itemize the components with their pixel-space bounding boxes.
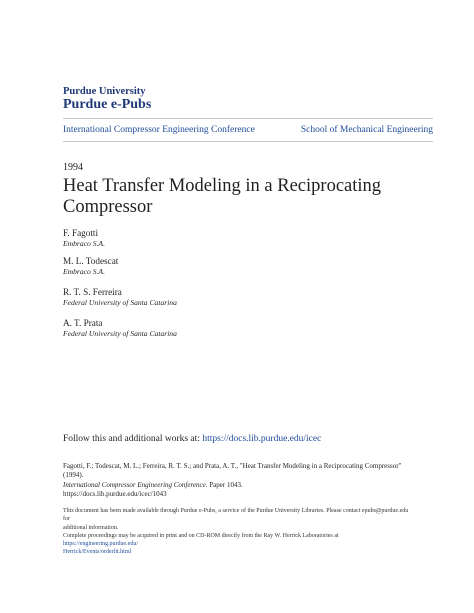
author-affiliation: Embraco S.A. [63, 267, 105, 276]
citation-block [63, 462, 423, 500]
citation-line-1: Fagotti, F.; Todescat, M. L.; Ferreira, R. T. S.; and Prata, A. T., "Heat Transfer Modeling in a Reciprocating Compressor" (1994). [63, 462, 402, 480]
footnote-block [63, 507, 413, 557]
follow-line [63, 434, 321, 444]
paper-title-line-2: Compressor [63, 197, 153, 217]
author-affiliation: Embraco S.A. [63, 239, 105, 248]
citation-paper-number: Paper 1043. [207, 480, 243, 489]
header-divider-bottom [63, 141, 433, 142]
author-name: F. Fagotti [63, 228, 98, 238]
citation-url[interactable]: https://docs.lib.purdue.edu/icec/1043 [63, 490, 167, 499]
author-name: R. T. S. Ferreira [63, 287, 122, 297]
author-name: M. L. Todescat [63, 256, 119, 266]
paper-title-line-1: Heat Transfer Modeling in a Reciprocating [63, 176, 382, 196]
footnote-url-link-cont[interactable]: Herrick/Events/orderlit.html [63, 549, 132, 556]
author-affiliation: Federal University of Santa Catarina [63, 298, 177, 307]
university-name: Purdue University [63, 86, 146, 97]
follow-text: Follow this and additional works at: [63, 434, 203, 444]
publication-year: 1994 [63, 162, 83, 173]
citation-line-2 [63, 481, 423, 490]
footnote-text: Complete proceedings may be acquired in print and on CD-ROM directly from the Ray W. Herrick Laboratories at [63, 532, 339, 539]
paper-title [63, 176, 423, 218]
footnote-line-4 [63, 548, 413, 556]
school-link[interactable]: School of Mechanical Engineering [300, 125, 433, 135]
header-divider-top [63, 118, 433, 119]
footnote-url-link[interactable]: https://engineering.purdue.edu/ [63, 541, 138, 548]
footnote-line-3 [63, 532, 413, 549]
footnote-line-2: additional information. [63, 524, 119, 531]
follow-url-link[interactable]: https://docs.lib.purdue.edu/icec [202, 434, 322, 444]
footnote-line-1: This document has been made available through Purdue e-Pubs, a service of the Purdue University Libraries. Please contact epubs@purdue.edu for [63, 508, 409, 523]
conference-link[interactable]: International Compressor Engineering Conference [63, 125, 255, 135]
author-affiliation: Federal University of Santa Catarina [63, 329, 177, 338]
repository-name[interactable]: Purdue e-Pubs [63, 97, 152, 112]
citation-venue: International Compressor Engineering Conference. [63, 480, 208, 489]
author-name: A. T. Prata [63, 318, 103, 328]
